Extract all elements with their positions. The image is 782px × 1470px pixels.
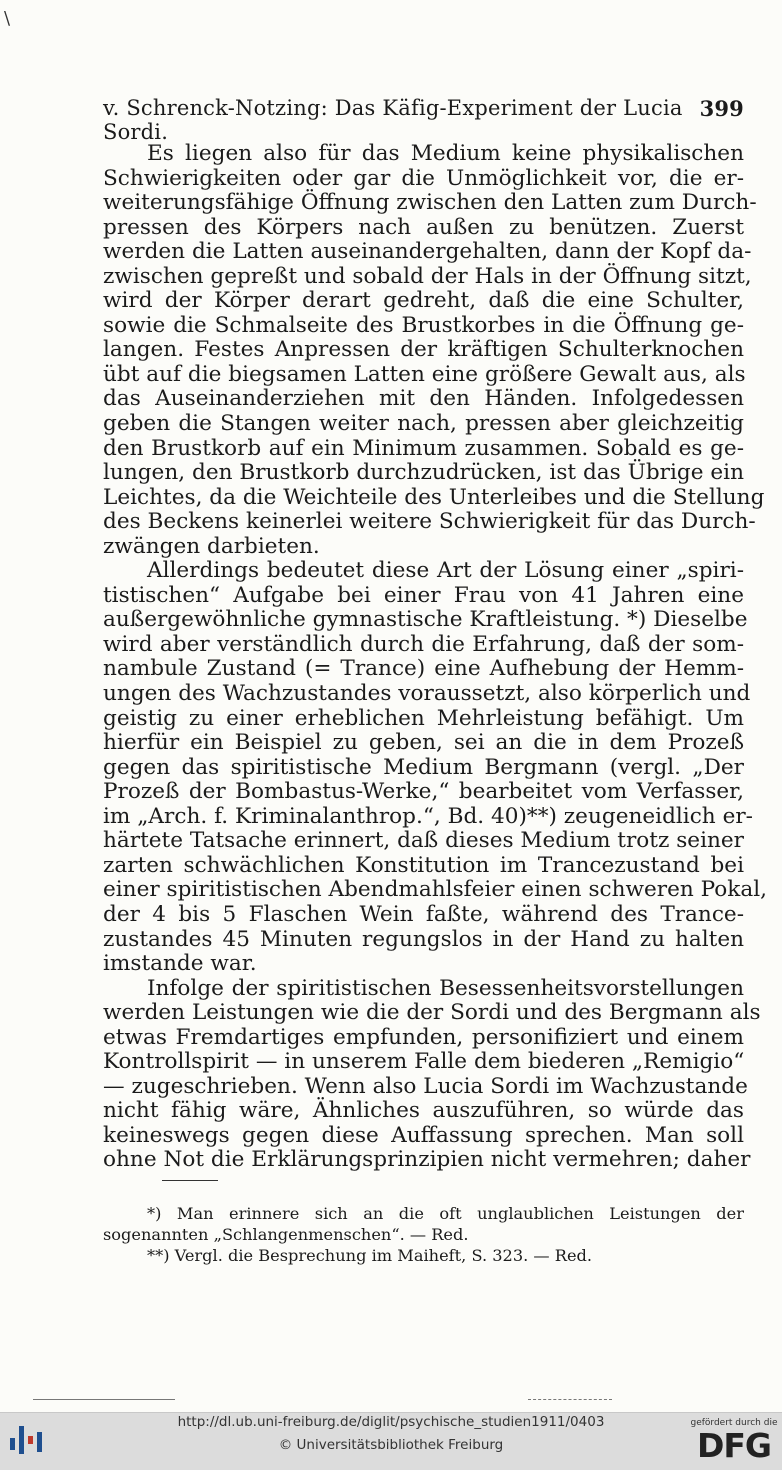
text-line: tistischen“ Aufgabe bei einer Frau von 41 Jahren eine xyxy=(103,582,744,608)
footnote-line: **) Vergl. die Besprechung im Maiheft, S. 323. — Red. xyxy=(147,1246,593,1265)
text-line: — zugeschrieben. Wenn also Lucia Sordi im Wachzustande xyxy=(103,1073,748,1099)
text-line: wird der Körper derart gedreht, daß die eine Schulter, xyxy=(103,288,744,314)
text-line: zwängen darbieten. xyxy=(103,533,320,559)
text-line: pressen des Körpers nach außen zu benützen. Zuerst xyxy=(103,214,744,240)
text-line: geben die Stangen weiter nach, pressen aber gleichzeitig xyxy=(103,411,744,437)
text-line: zwischen gepreßt und sobald der Hals in der Öffnung sitzt, xyxy=(103,263,752,289)
text-line: weiterungsfähige Öffnung zwischen den Latten zum Durch- xyxy=(103,190,757,216)
text-line: härtete Tatsache erinnert, daß dieses Medium trotz seiner xyxy=(103,828,744,854)
footnotes xyxy=(103,1203,744,1266)
text-line: werden die Latten auseinandergehalten, dann der Kopf da- xyxy=(103,239,752,265)
text-line: geistig zu einer erheblichen Mehrleistung befähigt. Um xyxy=(103,705,744,731)
dfg-logo: DFG xyxy=(696,1426,772,1465)
text-line: einer spiritistischen Abendmahlsfeier einen schweren Pokal, xyxy=(103,877,768,903)
text-line: übt auf die biegsamen Latten eine größere Gewalt aus, als xyxy=(103,361,746,387)
text-line: der 4 bis 5 Flaschen Wein faßte, während des Trance- xyxy=(103,901,744,927)
footnote-line: sogenannten „Schlangenmenschen“. — Red. xyxy=(103,1225,469,1244)
running-title: v. Schrenck-Notzing: Das Käfig-Experiment der Lucia Sordi. xyxy=(103,96,683,144)
text-line: gegen das spiritistische Medium Bergmann (vergl. „Der xyxy=(103,754,744,780)
text-line: wird aber verständlich durch die Erfahrung, daß der som- xyxy=(103,631,744,657)
text-line: Prozeß der Bombastus-Werke,“ bearbeitet vom Verfasser, xyxy=(103,779,744,805)
footnote-line: *) Man erinnere sich an die oft unglaublichen Leistungen der xyxy=(147,1204,744,1223)
text-line: lungen, den Brustkorb durchzudrücken, ist das Übrige ein xyxy=(103,460,744,486)
page-foot-rule xyxy=(33,1399,175,1400)
text-line: Leichtes, da die Weichteile des Unterleibes und die Stellung xyxy=(103,484,765,510)
text-line: des Beckens keinerlei weitere Schwierigkeit für das Durch- xyxy=(103,509,756,535)
text-line: sowie die Schmalseite des Brustkorbes in die Öffnung ge- xyxy=(103,312,744,338)
page-foot-rule-dashed xyxy=(528,1399,612,1400)
text-line: den Brustkorb auf ein Minimum zusammen. Sobald es ge- xyxy=(103,435,744,461)
page-number: 399 xyxy=(699,96,744,121)
text-line: keineswegs gegen diese Auffassung sprechen. Man soll xyxy=(103,1122,744,1148)
text-line: werden Leistungen wie die der Sordi und des Bergmann als xyxy=(103,1000,761,1026)
text-line: das Auseinanderziehen mit den Händen. Infolgedessen xyxy=(103,386,744,412)
text-line: zustandes 45 Minuten regungslos in der Hand zu halten xyxy=(103,926,744,952)
text-line: ungen des Wachzustandes voraussetzt, also körperlich und xyxy=(103,681,751,707)
text-line: Allerdings bedeutet diese Art der Lösung einer „spiri- xyxy=(147,558,744,584)
text-line: imstande war. xyxy=(103,951,257,977)
source-url-link[interactable]: http://dl.ub.uni-freiburg.de/diglit/psychische_studien1911/0403 xyxy=(177,1414,605,1430)
text-line: hierfür ein Beispiel zu geben, sei an die in dem Prozeß xyxy=(103,730,744,756)
corner-mark: \ xyxy=(4,8,11,29)
body-text xyxy=(103,141,768,1173)
text-line: Es liegen also für das Medium keine physikalischen xyxy=(147,141,744,166)
running-header xyxy=(103,96,744,144)
footnote-rule xyxy=(162,1180,218,1181)
text-line: nambule Zustand (= Trance) eine Aufhebung der Hemm- xyxy=(103,656,744,682)
text-line: etwas Fremdartiges empfunden, personifiziert und einem xyxy=(103,1024,744,1050)
text-line: ohne Not die Erklärungsprinzipien nicht vermehren; daher xyxy=(103,1147,751,1173)
text-line: im „Arch. f. Kriminalanthrop.“, Bd. 40)**) zeugeneidlich er- xyxy=(103,803,753,829)
text-line: Schwierigkeiten oder gar die Unmöglichkeit vor, die er- xyxy=(103,165,744,191)
copyright-text: © Universitätsbibliothek Freiburg xyxy=(278,1437,504,1453)
text-line: langen. Festes Anpressen der kräftigen Schulterknochen xyxy=(103,337,744,363)
text-line: zarten schwächlichen Konstitution im Trancezustand bei xyxy=(103,852,744,878)
text-line: nicht fähig wäre, Ähnliches auszuführen, so würde das xyxy=(103,1098,744,1124)
text-line: außergewöhnliche gymnastische Kraftleistung. *) Dieselbe xyxy=(103,607,748,633)
dfg-caption: gefördert durch die xyxy=(690,1418,778,1428)
text-line: Kontrollspirit — in unserem Falle dem biederen „Remigio“ xyxy=(103,1049,745,1075)
text-line: Infolge der spiritistischen Besessenheitsvorstellungen xyxy=(147,975,744,1001)
